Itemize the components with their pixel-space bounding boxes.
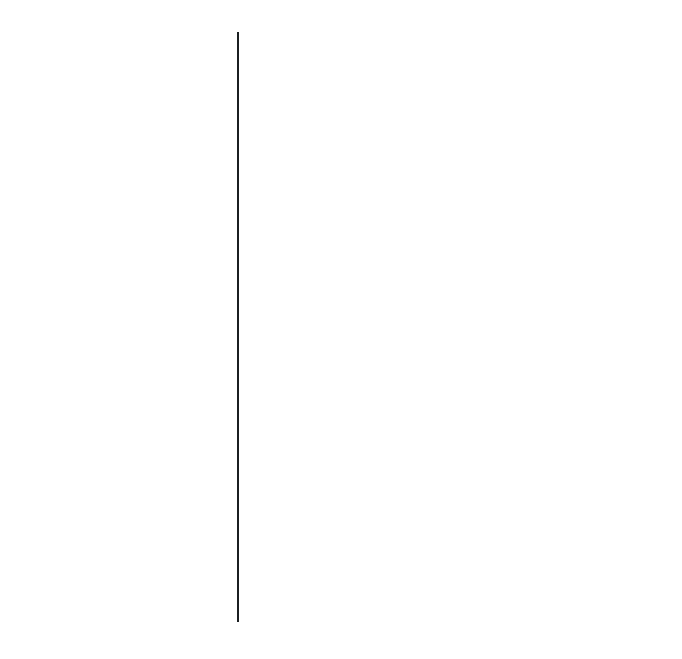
column-divider-line bbox=[237, 32, 239, 622]
